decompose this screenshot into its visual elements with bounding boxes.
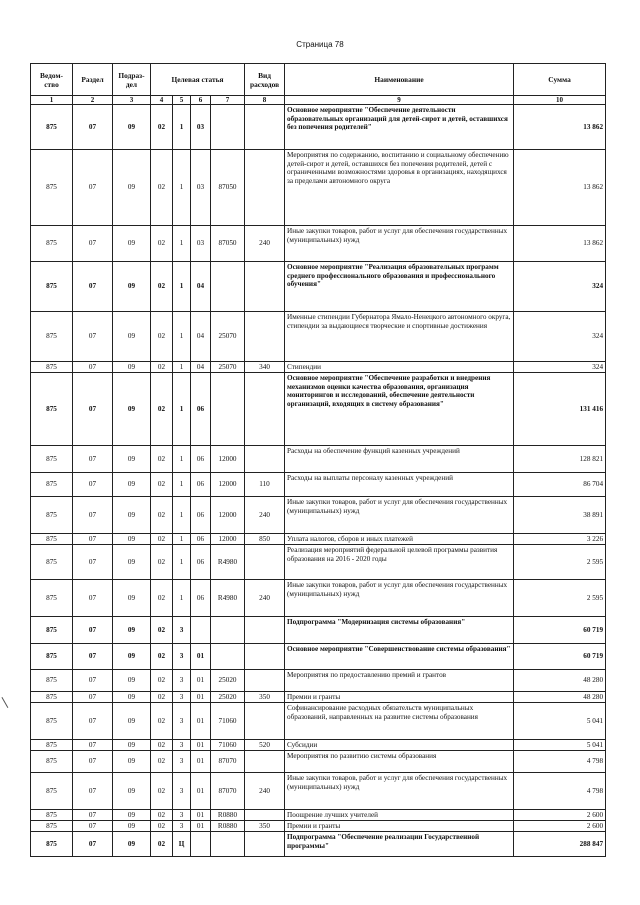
cs-program-cell: 02 [151, 821, 173, 832]
vid-rashodov-cell: 340 [245, 362, 285, 373]
vedomstvo-cell: 875 [31, 262, 73, 312]
table-row [31, 362, 606, 373]
vid-rashodov-cell [245, 312, 285, 362]
cs-direction-cell: 71060 [211, 740, 245, 751]
col-number: 2 [73, 96, 113, 105]
summa-cell: 13 862 [514, 105, 606, 150]
podrazdel-cell: 09 [113, 497, 151, 534]
cs-direction-cell: 25070 [211, 362, 245, 373]
table-row [31, 105, 606, 150]
razdel-cell: 07 [73, 312, 113, 362]
razdel-cell: 07 [73, 580, 113, 617]
cs-direction-cell [211, 644, 245, 670]
cs-program-cell: 02 [151, 810, 173, 821]
cs-direction-cell: 25020 [211, 692, 245, 703]
header-vedomstvo: Ведом-ство [31, 64, 73, 96]
razdel-cell: 07 [73, 105, 113, 150]
cs-subprogram-cell: 3 [173, 740, 191, 751]
podrazdel-cell: 09 [113, 670, 151, 692]
razdel-cell: 07 [73, 262, 113, 312]
column-numbers-row [31, 96, 606, 105]
razdel-cell: 07 [73, 617, 113, 644]
table-row [31, 312, 606, 362]
razdel-cell: 07 [73, 644, 113, 670]
name-cell: Премии и гранты [285, 692, 514, 703]
vid-rashodov-cell [245, 617, 285, 644]
table-row [31, 832, 606, 857]
cs-direction-cell: 87050 [211, 226, 245, 262]
summa-cell: 60 719 [514, 644, 606, 670]
name-cell: Подпрограмма "Модернизация системы образования" [285, 617, 514, 644]
cs-program-cell: 02 [151, 226, 173, 262]
summa-cell: 13 862 [514, 226, 606, 262]
razdel-cell: 07 [73, 362, 113, 373]
header-naimenovanie: Наименование [285, 64, 514, 96]
col-number: 6 [191, 96, 211, 105]
vedomstvo-cell: 875 [31, 751, 73, 773]
razdel-cell: 07 [73, 373, 113, 446]
cs-activity-cell: 06 [191, 497, 211, 534]
cs-direction-cell [211, 373, 245, 446]
podrazdel-cell: 09 [113, 473, 151, 497]
razdel-cell: 07 [73, 832, 113, 857]
table-row [31, 644, 606, 670]
cs-activity-cell: 04 [191, 262, 211, 312]
table-row [31, 446, 606, 473]
podrazdel-cell: 09 [113, 644, 151, 670]
cs-subprogram-cell: 1 [173, 446, 191, 473]
table-row [31, 821, 606, 832]
podrazdel-cell: 09 [113, 373, 151, 446]
cs-direction-cell: 87070 [211, 751, 245, 773]
table-row [31, 703, 606, 740]
cs-direction-cell [211, 617, 245, 644]
col-number: 1 [31, 96, 73, 105]
vid-rashodov-cell [245, 150, 285, 226]
summa-cell: 288 847 [514, 832, 606, 857]
scan-artifact [1, 694, 13, 708]
table-row [31, 373, 606, 446]
cs-subprogram-cell: 1 [173, 105, 191, 150]
cs-direction-cell: 12000 [211, 497, 245, 534]
table-row [31, 226, 606, 262]
name-cell: Иные закупки товаров, работ и услуг для обеспечения государственных (муниципальных) нужд [285, 497, 514, 534]
podrazdel-cell: 09 [113, 821, 151, 832]
name-cell: Именные стипендии Губернатора Ямало-Ненецкого автономного округа, стипендии за выдающиеся творческие и спортивные достижения [285, 312, 514, 362]
vid-rashodov-cell: 850 [245, 534, 285, 545]
cs-subprogram-cell: 3 [173, 773, 191, 810]
cs-activity-cell: 06 [191, 534, 211, 545]
podrazdel-cell: 09 [113, 751, 151, 773]
summa-cell: 131 416 [514, 373, 606, 446]
vedomstvo-cell: 875 [31, 312, 73, 362]
summa-cell: 38 891 [514, 497, 606, 534]
cs-subprogram-cell: 1 [173, 262, 191, 312]
summa-cell: 324 [514, 362, 606, 373]
cs-program-cell: 02 [151, 617, 173, 644]
table-row [31, 580, 606, 617]
name-cell: Мероприятия по содержанию, воспитанию и социальному обеспечению детей-сирот и детей, оставшихся без попечения родителей, детей с ограниченными возможностями здоровья в организациях, находящихся за пределами автономного округа [285, 150, 514, 226]
cs-activity-cell: 01 [191, 670, 211, 692]
cs-direction-cell: 87070 [211, 773, 245, 810]
header-vid-rashodov: Вид расходов [245, 64, 285, 96]
cs-program-cell: 02 [151, 373, 173, 446]
vid-rashodov-cell [245, 262, 285, 312]
vedomstvo-cell: 875 [31, 473, 73, 497]
podrazdel-cell: 09 [113, 810, 151, 821]
cs-program-cell: 02 [151, 262, 173, 312]
summa-cell: 5 041 [514, 703, 606, 740]
razdel-cell: 07 [73, 670, 113, 692]
cs-activity-cell: 01 [191, 692, 211, 703]
podrazdel-cell: 09 [113, 545, 151, 580]
cs-subprogram-cell: 3 [173, 810, 191, 821]
cs-direction-cell: 87050 [211, 150, 245, 226]
vid-rashodov-cell [245, 105, 285, 150]
name-cell: Поощрение лучших учителей [285, 810, 514, 821]
cs-activity-cell: 04 [191, 312, 211, 362]
name-cell: Основное мероприятие "Совершенствование системы образования" [285, 644, 514, 670]
podrazdel-cell: 09 [113, 773, 151, 810]
summa-cell: 2 595 [514, 545, 606, 580]
table-row [31, 773, 606, 810]
col-number: 9 [285, 96, 514, 105]
vedomstvo-cell: 875 [31, 226, 73, 262]
cs-program-cell: 02 [151, 105, 173, 150]
summa-cell: 324 [514, 262, 606, 312]
name-cell: Иные закупки товаров, работ и услуг для обеспечения государственных (муниципальных) нужд [285, 226, 514, 262]
podrazdel-cell: 09 [113, 226, 151, 262]
vid-rashodov-cell: 520 [245, 740, 285, 751]
cs-activity-cell: 01 [191, 644, 211, 670]
razdel-cell: 07 [73, 150, 113, 226]
cs-subprogram-cell: 3 [173, 692, 191, 703]
name-cell: Подпрограмма "Обеспечение реализации Государственной программы" [285, 832, 514, 857]
cs-direction-cell: R4980 [211, 545, 245, 580]
col-number: 5 [173, 96, 191, 105]
col-number: 4 [151, 96, 173, 105]
cs-activity-cell: 03 [191, 105, 211, 150]
name-cell: Иные закупки товаров, работ и услуг для обеспечения государственных (муниципальных) нужд [285, 580, 514, 617]
vedomstvo-cell: 875 [31, 740, 73, 751]
cs-activity-cell [191, 617, 211, 644]
cs-program-cell: 02 [151, 580, 173, 617]
summa-cell: 4 798 [514, 773, 606, 810]
podrazdel-cell: 09 [113, 580, 151, 617]
cs-activity-cell [191, 832, 211, 857]
cs-subprogram-cell: 1 [173, 497, 191, 534]
cs-activity-cell: 06 [191, 446, 211, 473]
table-row [31, 617, 606, 644]
cs-direction-cell: R4980 [211, 580, 245, 617]
vedomstvo-cell: 875 [31, 373, 73, 446]
podrazdel-cell: 09 [113, 362, 151, 373]
cs-activity-cell: 01 [191, 740, 211, 751]
vedomstvo-cell: 875 [31, 703, 73, 740]
podrazdel-cell: 09 [113, 617, 151, 644]
podrazdel-cell: 09 [113, 534, 151, 545]
vid-rashodov-cell [245, 644, 285, 670]
cs-program-cell: 02 [151, 362, 173, 373]
header-podrazdel: Подраз-дел [113, 64, 151, 96]
cs-activity-cell: 04 [191, 362, 211, 373]
cs-subprogram-cell: 3 [173, 670, 191, 692]
name-cell: Мероприятия по предоставлению премий и грантов [285, 670, 514, 692]
cs-subprogram-cell: 1 [173, 362, 191, 373]
page-title: Страница 78 [296, 40, 344, 49]
cs-program-cell: 02 [151, 150, 173, 226]
name-cell: Расходы на обеспечение функций казенных учреждений [285, 446, 514, 473]
vedomstvo-cell: 875 [31, 362, 73, 373]
header-celevaya-statya: Целевая статья [151, 64, 245, 96]
cs-activity-cell: 01 [191, 821, 211, 832]
razdel-cell: 07 [73, 751, 113, 773]
cs-subprogram-cell: 1 [173, 580, 191, 617]
table-row [31, 751, 606, 773]
cs-subprogram-cell: 1 [173, 373, 191, 446]
cs-program-cell: 02 [151, 545, 173, 580]
cs-direction-cell: R0880 [211, 821, 245, 832]
table-row [31, 670, 606, 692]
table-row [31, 545, 606, 580]
cs-direction-cell: 25020 [211, 670, 245, 692]
table-row [31, 497, 606, 534]
name-cell: Расходы на выплаты персоналу казенных учреждений [285, 473, 514, 497]
table-row [31, 150, 606, 226]
cs-activity-cell: 06 [191, 580, 211, 617]
razdel-cell: 07 [73, 810, 113, 821]
vid-rashodov-cell [245, 832, 285, 857]
table-row [31, 534, 606, 545]
vedomstvo-cell: 875 [31, 821, 73, 832]
vid-rashodov-cell [245, 373, 285, 446]
cs-activity-cell: 03 [191, 226, 211, 262]
summa-cell: 3 226 [514, 534, 606, 545]
name-cell: Реализация мероприятий федеральной целевой программы развития образования на 2016 - 2020 годы [285, 545, 514, 580]
podrazdel-cell: 09 [113, 150, 151, 226]
summa-cell: 86 704 [514, 473, 606, 497]
cs-subprogram-cell: 1 [173, 150, 191, 226]
summa-cell: 5 041 [514, 740, 606, 751]
table-row [31, 740, 606, 751]
cs-program-cell: 02 [151, 534, 173, 545]
vedomstvo-cell: 875 [31, 644, 73, 670]
podrazdel-cell: 09 [113, 832, 151, 857]
cs-subprogram-cell: 1 [173, 545, 191, 580]
vedomstvo-cell: 875 [31, 617, 73, 644]
cs-direction-cell: R0880 [211, 810, 245, 821]
summa-cell: 128 821 [514, 446, 606, 473]
cs-program-cell: 02 [151, 670, 173, 692]
summa-cell: 2 595 [514, 580, 606, 617]
summa-cell: 2 600 [514, 821, 606, 832]
razdel-cell: 07 [73, 773, 113, 810]
col-number: 10 [514, 96, 606, 105]
cs-activity-cell: 01 [191, 773, 211, 810]
name-cell: Основное мероприятие "Реализация образовательных программ среднего профессионального образования и профессионального обучения" [285, 262, 514, 312]
header-summa: Сумма [514, 64, 606, 96]
podrazdel-cell: 09 [113, 446, 151, 473]
cs-subprogram-cell: 1 [173, 226, 191, 262]
cs-activity-cell: 06 [191, 545, 211, 580]
razdel-cell: 07 [73, 473, 113, 497]
cs-subprogram-cell: Ц [173, 832, 191, 857]
cs-activity-cell: 06 [191, 373, 211, 446]
vid-rashodov-cell: 350 [245, 821, 285, 832]
cs-subprogram-cell: 1 [173, 534, 191, 545]
cs-subprogram-cell: 3 [173, 644, 191, 670]
vid-rashodov-cell: 240 [245, 226, 285, 262]
summa-cell: 324 [514, 312, 606, 362]
razdel-cell: 07 [73, 534, 113, 545]
table-row [31, 810, 606, 821]
podrazdel-cell: 09 [113, 740, 151, 751]
razdel-cell: 07 [73, 692, 113, 703]
vedomstvo-cell: 875 [31, 692, 73, 703]
header-razdel: Раздел [73, 64, 113, 96]
razdel-cell: 07 [73, 740, 113, 751]
vid-rashodov-cell: 110 [245, 473, 285, 497]
col-number: 7 [211, 96, 245, 105]
vedomstvo-cell: 875 [31, 446, 73, 473]
vid-rashodov-cell: 240 [245, 497, 285, 534]
cs-program-cell: 02 [151, 692, 173, 703]
cs-subprogram-cell: 1 [173, 312, 191, 362]
vedomstvo-cell: 875 [31, 810, 73, 821]
name-cell: Премии и гранты [285, 821, 514, 832]
summa-cell: 13 862 [514, 150, 606, 226]
vid-rashodov-cell [245, 751, 285, 773]
podrazdel-cell: 09 [113, 312, 151, 362]
podrazdel-cell: 09 [113, 105, 151, 150]
name-cell: Основное мероприятие "Обеспечение разработки и внедрения механизмов оценки качества образования, организация мониторингов и исследований, обеспечение деятельности организаций, входящих в систему образования" [285, 373, 514, 446]
vedomstvo-cell: 875 [31, 832, 73, 857]
cs-activity-cell: 06 [191, 473, 211, 497]
cs-subprogram-cell: 1 [173, 473, 191, 497]
name-cell: Софинансирование расходных обязательств муниципальных образований, направленных на развитие системы образования [285, 703, 514, 740]
cs-subprogram-cell: 3 [173, 751, 191, 773]
cs-activity-cell: 03 [191, 150, 211, 226]
cs-direction-cell: 12000 [211, 446, 245, 473]
cs-direction-cell [211, 105, 245, 150]
name-cell: Стипендии [285, 362, 514, 373]
vid-rashodov-cell: 240 [245, 580, 285, 617]
summa-cell: 60 719 [514, 617, 606, 644]
vid-rashodov-cell [245, 810, 285, 821]
summa-cell: 48 280 [514, 670, 606, 692]
vid-rashodov-cell [245, 545, 285, 580]
vid-rashodov-cell [245, 703, 285, 740]
cs-program-cell: 02 [151, 473, 173, 497]
name-cell: Уплата налогов, сборов и иных платежей [285, 534, 514, 545]
name-cell: Мероприятия по развитию системы образования [285, 751, 514, 773]
cs-direction-cell: 12000 [211, 534, 245, 545]
table-row [31, 473, 606, 497]
summa-cell: 2 600 [514, 810, 606, 821]
vedomstvo-cell: 875 [31, 150, 73, 226]
table-row [31, 262, 606, 312]
cs-subprogram-cell: 3 [173, 617, 191, 644]
cs-direction-cell: 12000 [211, 473, 245, 497]
vedomstvo-cell: 875 [31, 773, 73, 810]
razdel-cell: 07 [73, 545, 113, 580]
cs-program-cell: 02 [151, 644, 173, 670]
cs-program-cell: 02 [151, 497, 173, 534]
cs-program-cell: 02 [151, 740, 173, 751]
vid-rashodov-cell [245, 670, 285, 692]
cs-program-cell: 02 [151, 832, 173, 857]
vedomstvo-cell: 875 [31, 497, 73, 534]
vedomstvo-cell: 875 [31, 580, 73, 617]
podrazdel-cell: 09 [113, 692, 151, 703]
cs-direction-cell [211, 832, 245, 857]
vedomstvo-cell: 875 [31, 670, 73, 692]
budget-table [30, 63, 606, 857]
razdel-cell: 07 [73, 446, 113, 473]
cs-subprogram-cell: 3 [173, 821, 191, 832]
cs-program-cell: 02 [151, 703, 173, 740]
cs-direction-cell [211, 262, 245, 312]
cs-activity-cell: 01 [191, 810, 211, 821]
col-number: 3 [113, 96, 151, 105]
table-row [31, 692, 606, 703]
name-cell: Иные закупки товаров, работ и услуг для обеспечения государственных (муниципальных) нужд [285, 773, 514, 810]
name-cell: Субсидии [285, 740, 514, 751]
cs-program-cell: 02 [151, 751, 173, 773]
cs-subprogram-cell: 3 [173, 703, 191, 740]
cs-program-cell: 02 [151, 773, 173, 810]
vid-rashodov-cell: 240 [245, 773, 285, 810]
razdel-cell: 07 [73, 226, 113, 262]
podrazdel-cell: 09 [113, 703, 151, 740]
summa-cell: 4 798 [514, 751, 606, 773]
cs-program-cell: 02 [151, 312, 173, 362]
cs-activity-cell: 01 [191, 703, 211, 740]
cs-program-cell: 02 [151, 446, 173, 473]
razdel-cell: 07 [73, 821, 113, 832]
col-number: 8 [245, 96, 285, 105]
vedomstvo-cell: 875 [31, 545, 73, 580]
vedomstvo-cell: 875 [31, 105, 73, 150]
vedomstvo-cell: 875 [31, 534, 73, 545]
razdel-cell: 07 [73, 497, 113, 534]
cs-activity-cell: 01 [191, 751, 211, 773]
summa-cell: 48 280 [514, 692, 606, 703]
podrazdel-cell: 09 [113, 262, 151, 312]
name-cell: Основное мероприятие "Обеспечение деятельности образовательных организаций для детей-сирот и детей, оставшихся без попечения родителей" [285, 105, 514, 150]
razdel-cell: 07 [73, 703, 113, 740]
cs-direction-cell: 71060 [211, 703, 245, 740]
cs-direction-cell: 25070 [211, 312, 245, 362]
vid-rashodov-cell: 350 [245, 692, 285, 703]
vid-rashodov-cell [245, 446, 285, 473]
